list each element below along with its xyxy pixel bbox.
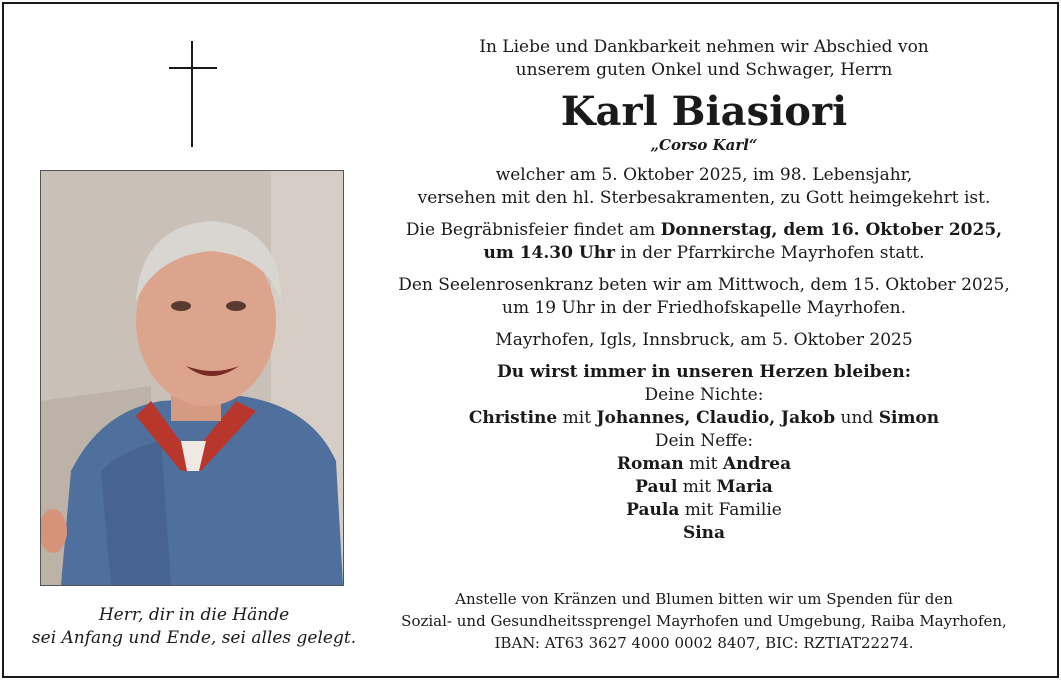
mourner-line — [364, 499, 1044, 522]
mourner-joiner: mit — [683, 454, 723, 474]
funeral-pre: Die Begräbnisfeier findet am — [405, 220, 661, 240]
mourner-joiner: mit Familie — [679, 500, 782, 520]
donation-line: Sozial- und Gesundheitssprengel Mayrhofen und Umgebung, Raiba Mayrhofen, — [401, 612, 1007, 630]
obituary-text — [364, 36, 1044, 545]
mourner-name: Christine — [468, 408, 558, 428]
funeral-location: in der Pfarrkirche Mayrhofen statt. — [615, 243, 925, 263]
death-line: welcher am 5. Oktober 2025, im 98. Lebensjahr, — [495, 165, 913, 185]
death-line: versehen mit den hl. Sterbesakramenten, zu Gott heimgekehrt ist. — [417, 188, 991, 208]
funeral-line — [364, 242, 1044, 265]
mourner-name: Andrea — [722, 454, 792, 474]
mourner-name: Roman — [616, 454, 684, 474]
mourner-name: Simon — [878, 408, 940, 428]
mourner-name: Maria — [716, 477, 773, 497]
nickname: „Corso Karl“ — [650, 136, 758, 154]
rosary-line: um 19 Uhr in der Friedhofskapelle Mayrhofen. — [502, 298, 906, 318]
mourner-joiner: und — [835, 408, 879, 428]
rosary-line: Den Seelenrosenkranz beten wir am Mittwoch, dem 15. Oktober 2025, — [398, 275, 1010, 295]
mourner-joiner: mit — [677, 477, 717, 497]
deceased-name: Karl Biasiori — [560, 88, 848, 135]
intro-line: unserem guten Onkel und Schwager, Herrn — [515, 60, 893, 80]
motto: Du wirst immer in unseren Herzen bleiben: — [497, 362, 911, 382]
verse-line: Herr, dir in die Hände — [98, 605, 290, 625]
intro-line: In Liebe und Dankbarkeit nehmen wir Abschied von — [479, 37, 929, 57]
mourner-line — [364, 453, 1044, 476]
niece-label: Deine Nichte: — [644, 385, 764, 405]
mourner-line — [364, 476, 1044, 499]
funeral-date: Donnerstag, dem 16. Oktober 2025, — [660, 220, 1003, 240]
donation-line: Anstelle von Kränzen und Blumen bitten wir um Spenden für den — [455, 590, 953, 608]
mourner-joiner: mit — [557, 408, 597, 428]
verse-line: sei Anfang und Ende, sei alles gelegt. — [31, 628, 357, 648]
donation-line: IBAN: AT63 3627 4000 0002 8407, BIC: RZTIAT22274. — [494, 634, 914, 652]
mourner-name: Paul — [635, 477, 678, 497]
cross-icon — [169, 41, 217, 147]
bible-verse — [14, 604, 374, 650]
mourner-line: Sina — [682, 523, 726, 543]
funeral-line — [364, 219, 1044, 242]
funeral-time: um 14.30 Uhr — [483, 243, 616, 263]
portrait-photo — [40, 170, 344, 586]
niece-line — [364, 407, 1044, 430]
mourner-name: Johannes, Claudio, Jakob — [596, 408, 836, 428]
place-date: Mayrhofen, Igls, Innsbruck, am 5. Oktober 2025 — [495, 330, 913, 350]
donation-note — [364, 588, 1044, 654]
mourner-name: Paula — [626, 500, 680, 520]
nephew-label: Dein Neffe: — [654, 431, 754, 451]
obituary-card — [2, 2, 1059, 678]
